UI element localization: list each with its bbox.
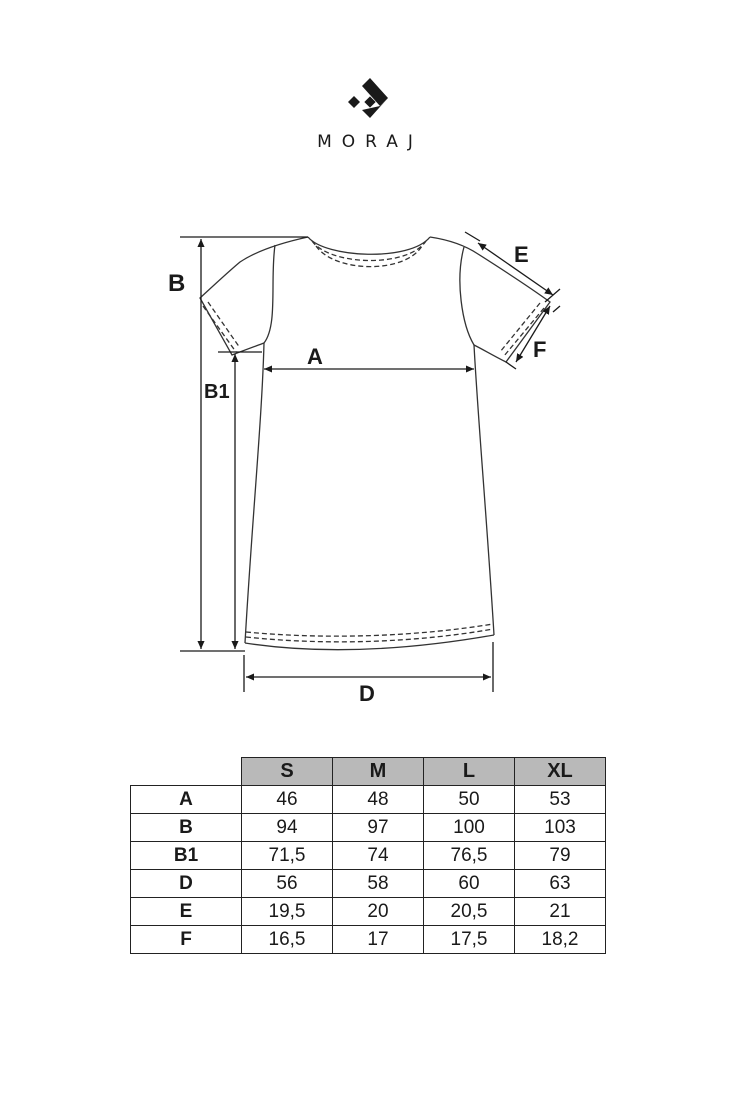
table-row xyxy=(131,926,606,954)
table-cell: 21 xyxy=(515,898,606,926)
dimension-lines xyxy=(180,232,560,692)
column-header-l: L xyxy=(424,758,515,786)
row-label-a: A xyxy=(131,786,242,814)
table-cell: 71,5 xyxy=(242,842,333,870)
table-row xyxy=(131,842,606,870)
column-header-xl: XL xyxy=(515,758,606,786)
table-cell: 74 xyxy=(333,842,424,870)
table-cell: 103 xyxy=(515,814,606,842)
label-d: D xyxy=(359,681,375,706)
label-b: B xyxy=(168,270,186,297)
row-label-d: D xyxy=(131,870,242,898)
table-cell: 18,2 xyxy=(515,926,606,954)
table-row xyxy=(131,814,606,842)
table-cell: 20,5 xyxy=(424,898,515,926)
table-cell: 20 xyxy=(333,898,424,926)
label-b1: B1 xyxy=(204,381,230,403)
table-cell: 46 xyxy=(242,786,333,814)
brand-name: MORAJ xyxy=(317,132,423,152)
table-cell: 56 xyxy=(242,870,333,898)
label-a: A xyxy=(307,344,323,369)
table-row xyxy=(131,898,606,926)
table-cell: 60 xyxy=(424,870,515,898)
table-cell: 100 xyxy=(424,814,515,842)
table-cell: 79 xyxy=(515,842,606,870)
table-cell: 16,5 xyxy=(242,926,333,954)
row-label-b: B xyxy=(131,814,242,842)
table-cell: 50 xyxy=(424,786,515,814)
table-cell: 17,5 xyxy=(424,926,515,954)
table-corner-cell xyxy=(131,758,242,786)
table-row xyxy=(131,786,606,814)
tshirt-outline xyxy=(200,237,550,650)
table-cell: 76,5 xyxy=(424,842,515,870)
row-label-f: F xyxy=(131,926,242,954)
label-e: E xyxy=(514,242,529,267)
column-header-s: S xyxy=(242,758,333,786)
table-cell: 53 xyxy=(515,786,606,814)
table-cell: 58 xyxy=(333,870,424,898)
table-header-row xyxy=(131,758,606,786)
table-cell: 17 xyxy=(333,926,424,954)
table-row xyxy=(131,870,606,898)
table-cell: 97 xyxy=(333,814,424,842)
table-cell: 19,5 xyxy=(242,898,333,926)
label-f: F xyxy=(533,337,547,362)
table-cell: 94 xyxy=(242,814,333,842)
row-label-b1: B1 xyxy=(131,842,242,870)
column-header-m: M xyxy=(333,758,424,786)
row-label-e: E xyxy=(131,898,242,926)
table-cell: 48 xyxy=(333,786,424,814)
size-chart-table xyxy=(130,757,606,954)
table-cell: 63 xyxy=(515,870,606,898)
